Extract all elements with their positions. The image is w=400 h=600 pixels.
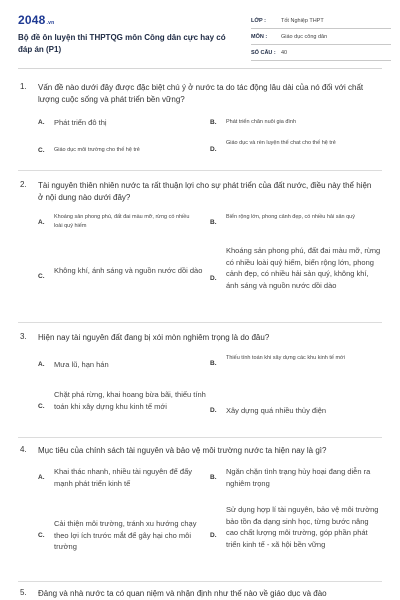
logo-suffix: .vn <box>46 20 55 26</box>
option-letter: A. <box>38 219 45 226</box>
option-a[interactable] <box>38 358 198 372</box>
option-text: Thiếu tính toán khi xây dựng các khu kinh tế mới <box>226 355 345 361</box>
option-b[interactable] <box>210 353 382 375</box>
question-divider <box>18 170 382 171</box>
option-text: Không khí, ánh sáng và nguồn nước dồi dào <box>54 266 203 275</box>
question-text: Tài nguyên thiên nhiên nước ta rất thuận lợi cho sự phát triển của đất nước, điều này thể hiện ở nội dung nào dưới đây? <box>38 181 372 202</box>
meta-value: 40 <box>281 49 288 56</box>
option-letter: D. <box>210 146 217 153</box>
question-number: 2. <box>20 180 27 189</box>
option-text: Giáo dục và rèn luyện thể chat cho thế hệ trẻ <box>226 140 336 146</box>
question-4 <box>0 439 400 581</box>
meta-value: Tốt Nghiệp THPT <box>281 17 324 24</box>
option-letter: A. <box>38 474 45 481</box>
option-d[interactable] <box>210 503 382 575</box>
document-header <box>0 0 400 72</box>
option-text: Mưa lũ, hạn hán <box>54 360 109 369</box>
option-letter: B. <box>210 474 217 481</box>
option-a[interactable] <box>38 465 208 491</box>
site-logo[interactable] <box>18 13 54 27</box>
option-letter: C. <box>38 403 45 410</box>
option-letter: A. <box>38 361 45 368</box>
option-c[interactable] <box>38 388 210 426</box>
option-d[interactable] <box>210 138 382 162</box>
option-letter: B. <box>210 219 217 226</box>
question-3 <box>0 324 400 436</box>
option-text: Khai thác nhanh, nhiều tài nguyên để đẩy mạnh phát triển kinh tế <box>54 467 193 488</box>
option-letter: D. <box>210 407 217 414</box>
option-c[interactable] <box>38 517 210 555</box>
option-letter: D. <box>210 532 217 539</box>
logo-text[interactable]: 2048 <box>18 13 46 27</box>
option-a[interactable] <box>38 212 203 234</box>
option-text: Biển rộng lớn, phong cảnh đẹp, có nhiều hải sản quý <box>226 214 355 220</box>
exam-meta-panel <box>251 13 391 61</box>
meta-label: MÔN : <box>251 33 268 40</box>
option-text: Khoáng sản phong phú, đất đai màu mỡ, rừng có nhiều loài quý hiếm, biển rộng lớn, phong cảnh đẹp, có nhiều hải sản quý, không khí, ánh sáng và nguồn nước dồi dào <box>226 246 381 290</box>
meta-row-subject <box>251 29 391 45</box>
option-c[interactable] <box>38 144 198 158</box>
option-text: Giáo dục môi trường cho thế hệ trẻ <box>54 147 140 153</box>
document-title: Bộ đề ôn luyện thi THPTQG môn Công dân cực hay có đáp án (P1) <box>18 33 226 54</box>
question-2 <box>0 172 400 320</box>
meta-value: Giáo dục công dân <box>281 33 328 40</box>
question-text: Hiện nay tài nguyên đất đang bị xói mòn nghiêm trọng là do đâu? <box>38 333 270 342</box>
question-number: 5. <box>20 588 27 597</box>
meta-label: LỚP : <box>251 17 266 24</box>
option-d[interactable] <box>210 404 382 418</box>
meta-row-class <box>251 13 391 29</box>
option-letter: C. <box>38 147 45 154</box>
option-letter: A. <box>38 119 45 126</box>
option-a[interactable] <box>38 116 198 130</box>
option-letter: B. <box>210 360 217 367</box>
option-b[interactable] <box>210 465 382 491</box>
question-1 <box>0 78 400 166</box>
option-text: Chặt phá rừng, khai hoang bừa bãi, thiếu tính toán khi xây dựng khu kinh tế mới <box>54 390 206 411</box>
question-divider <box>18 322 382 323</box>
question-number: 3. <box>20 332 27 341</box>
header-divider <box>18 68 382 69</box>
option-text: Ngăn chặn tình trạng hủy hoại đang diễn ra nghiêm trọng <box>226 467 371 488</box>
option-text: Phát triển đô thị <box>54 118 107 127</box>
option-text: Sử dụng hợp lí tài nguyên, bảo vệ môi trường bảo tồn đa dạng sinh học, từng bước nâng cao chất lượng môi trường, góp phần phát triển kinh tế - xã hội bền vững <box>226 505 379 549</box>
question-divider <box>18 581 382 582</box>
option-letter: C. <box>38 273 45 280</box>
option-text: Xây dựng quá nhiều thủy điện <box>226 406 327 415</box>
question-text: Mục tiêu của chính sách tài nguyên và bảo vệ môi trường nước ta hiện nay là gì? <box>38 446 327 455</box>
option-b[interactable] <box>210 212 382 234</box>
meta-row-question-count <box>251 45 391 61</box>
meta-label: SỐ CÂU : <box>251 49 276 56</box>
question-5 <box>0 583 400 600</box>
option-text: Khoáng sản phong phú, đất đai màu mỡ, rừng có nhiều loài quý hiếm <box>54 214 190 229</box>
question-text: Vấn đề nào dưới đây được đặc biệt chú ý ở nước ta do tác động lâu dài của nó đối với chất lượng cuộc sống và phát triển bền vững? <box>38 83 364 104</box>
option-letter: D. <box>210 275 217 282</box>
option-c[interactable] <box>38 264 208 290</box>
option-text: Phát triển chăn nuôi gia đình <box>226 119 297 125</box>
question-number: 4. <box>20 445 27 454</box>
question-number: 1. <box>20 82 27 91</box>
option-b[interactable] <box>210 116 380 130</box>
question-text: Đảng và nhà nước ta có quan niệm và nhận định như thế nào về giáo dục và đào <box>38 589 327 598</box>
question-divider <box>18 437 382 438</box>
option-letter: B. <box>210 119 217 126</box>
option-text: Cải thiện môi trường, tránh xu hướng chạy theo lợi ích trước mắt để gây hại cho môi trường <box>54 519 197 551</box>
option-d[interactable] <box>210 244 382 316</box>
option-letter: C. <box>38 532 45 539</box>
